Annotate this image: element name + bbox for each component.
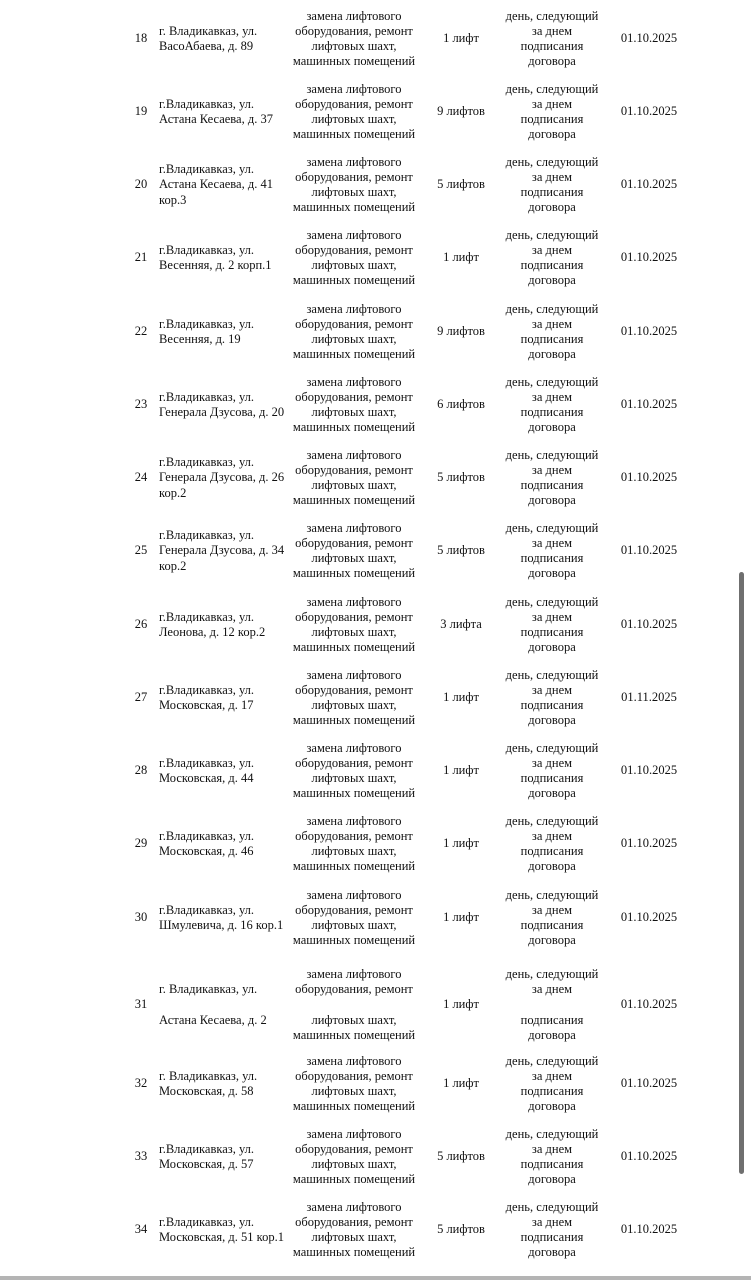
row-address: г. Владикавказ, ул. Московская, д. 58 [159, 1068, 258, 1098]
row-work-type: замена лифтового оборудования, ремонт лифтовых шахт, машинных помещений [292, 1126, 416, 1187]
row-address: г.Владикавказ, ул. Московская, д. 46 [159, 828, 255, 858]
row-work-type: замена лифтового оборудования, ремонт лифтовых шахт, машинных помещений [292, 740, 416, 801]
row-start-date: день, следующий за днем подписания договора [505, 594, 599, 655]
row-end-date: 01.10.2025 [620, 763, 678, 778]
table-row [0, 7, 740, 71]
row-quantity: 5 лифтов [437, 177, 485, 192]
row-work-type: замена лифтового оборудования, ремонт лифтовых шахт, машинных помещений [292, 887, 416, 948]
row-address: г.Владикавказ, ул. Генерала Дзусова, д. 20 [159, 389, 285, 419]
table-row [0, 959, 740, 1051]
row-work-type: замена лифтового оборудования, ремонт лифтовых шахт, машинных помещений [292, 1053, 416, 1114]
row-quantity: 1 лифт [443, 1076, 479, 1091]
row-work-type: замена лифтового оборудования, ремонт лифтовых шахт, машинных помещений [292, 520, 416, 581]
row-number: 21 [134, 250, 148, 265]
row-start-date: день, следующий за днем подписания договора [505, 8, 599, 69]
row-end-date: 01.10.2025 [620, 1149, 678, 1164]
row-end-date: 01.10.2025 [620, 836, 678, 851]
row-address: г. Владикавказ, ул. Астана Кесаева, д. 2 [159, 982, 267, 1027]
table-row [0, 886, 740, 950]
table-row [0, 739, 740, 803]
row-quantity: 5 лифтов [437, 470, 485, 485]
table-row [0, 593, 740, 657]
row-number: 28 [134, 763, 148, 778]
row-end-date: 01.10.2025 [620, 177, 678, 192]
row-start-date: день, следующий за днем подписания договора [505, 740, 599, 801]
row-number: 31 [134, 997, 148, 1012]
row-number: 33 [134, 1149, 148, 1164]
row-end-date: 01.10.2025 [620, 1076, 678, 1091]
row-quantity: 1 лифт [443, 31, 479, 46]
row-work-type: замена лифтового оборудования, ремонт лифтовых шахт, машинных помещений [292, 301, 416, 362]
table-row [0, 153, 740, 217]
row-address: г.Владикавказ, ул. Астана Кесаева, д. 41 кор.3 [159, 162, 273, 207]
row-start-date: день, следующий за днем подписания договора [505, 81, 599, 142]
row-work-type: замена лифтового оборудования, ремонт лифтовых шахт, машинных помещений [292, 81, 416, 142]
row-number: 18 [134, 31, 148, 46]
row-end-date: 01.10.2025 [620, 543, 678, 558]
row-quantity: 9 лифтов [437, 104, 485, 119]
row-address: г.Владикавказ, ул. Шмулевича, д. 16 кор.1 [159, 902, 284, 932]
row-number: 29 [134, 836, 148, 851]
row-quantity: 1 лифт [443, 690, 479, 705]
row-quantity: 6 лифтов [437, 397, 485, 412]
row-start-date: день, следующий за днем подписания договора [505, 154, 599, 215]
row-address: г.Владикавказ, ул. Генерала Дзусова, д. 26 кор.2 [159, 455, 285, 500]
row-quantity: 3 лифта [440, 617, 482, 632]
row-address: г.Владикавказ, ул. Московская, д. 57 [159, 1141, 255, 1171]
row-number: 26 [134, 617, 148, 632]
row-number: 24 [134, 470, 148, 485]
row-start-date: день, следующий за днем подписания договора [505, 667, 599, 728]
vertical-scrollbar[interactable] [739, 572, 744, 1174]
row-address: г.Владикавказ, ул. Леонова, д. 12 кор.2 [159, 609, 266, 639]
row-end-date: 01.10.2025 [620, 997, 678, 1012]
table-row [0, 373, 740, 437]
row-end-date: 01.10.2025 [620, 397, 678, 412]
table-row [0, 80, 740, 144]
table-row [0, 446, 740, 510]
row-address: г.Владикавказ, ул. Московская, д. 17 [159, 682, 255, 712]
row-number: 25 [134, 543, 148, 558]
row-start-date: день, следующий за днем подписания договора [505, 966, 599, 1042]
row-start-date: день, следующий за днем подписания договора [505, 1199, 599, 1260]
row-end-date: 01.10.2025 [620, 31, 678, 46]
row-start-date: день, следующий за днем подписания договора [505, 301, 599, 362]
row-end-date: 01.10.2025 [620, 910, 678, 925]
row-start-date: день, следующий за днем подписания договора [505, 227, 599, 288]
row-work-type: замена лифтового оборудования, ремонт лифтовых шахт, машинных помещений [292, 447, 416, 508]
row-number: 34 [134, 1222, 148, 1237]
row-quantity: 1 лифт [443, 836, 479, 851]
table-row [0, 1198, 740, 1262]
row-number: 30 [134, 910, 148, 925]
bottom-edge-divider [0, 1276, 751, 1280]
row-end-date: 01.10.2025 [620, 250, 678, 265]
row-end-date: 01.11.2025 [621, 690, 677, 705]
row-end-date: 01.10.2025 [620, 104, 678, 119]
row-number: 20 [134, 177, 148, 192]
row-quantity: 1 лифт [443, 910, 479, 925]
row-number: 23 [134, 397, 148, 412]
row-quantity: 1 лифт [443, 997, 479, 1012]
row-work-type: замена лифтового оборудования, ремонт лифтовых шахт, машинных помещений [292, 667, 416, 728]
row-number: 19 [134, 104, 148, 119]
row-start-date: день, следующий за днем подписания договора [505, 374, 599, 435]
row-work-type: замена лифтового оборудования, ремонт лифтовых шахт, машинных помещений [292, 227, 416, 288]
table-row [0, 226, 740, 290]
row-address: г.Владикавказ, ул. Генерала Дзусова, д. 34 кор.2 [159, 528, 285, 573]
row-number: 32 [134, 1076, 148, 1091]
row-start-date: день, следующий за днем подписания договора [505, 1053, 599, 1114]
row-quantity: 9 лифтов [437, 324, 485, 339]
row-work-type: замена лифтового оборудования, ремонт лифтовых шахт, машинных помещений [292, 154, 416, 215]
table-row [0, 1125, 740, 1189]
row-address: г.Владикавказ, ул. Астана Кесаева, д. 37 [159, 96, 273, 126]
table-row [0, 300, 740, 364]
row-address: г. Владикавказ, ул. ВасоАбаева, д. 89 [159, 23, 258, 53]
row-quantity: 5 лифтов [437, 1149, 485, 1164]
row-work-type: замена лифтового оборудования, ремонт лифтовых шахт, машинных помещений [292, 594, 416, 655]
table-row [0, 519, 740, 583]
row-work-type: замена лифтового оборудования, ремонт лифтовых шахт, машинных помещений [292, 374, 416, 435]
row-work-type: замена лифтового оборудования, ремонт лифтовых шахт, машинных помещений [292, 813, 416, 874]
row-end-date: 01.10.2025 [620, 1222, 678, 1237]
row-start-date: день, следующий за днем подписания договора [505, 1126, 599, 1187]
row-start-date: день, следующий за днем подписания договора [505, 447, 599, 508]
row-start-date: день, следующий за днем подписания договора [505, 520, 599, 581]
row-address: г.Владикавказ, ул. Московская, д. 51 кор.1 [159, 1214, 284, 1244]
row-end-date: 01.10.2025 [620, 324, 678, 339]
row-number: 27 [134, 690, 148, 705]
row-work-type: замена лифтового оборудования, ремонт лифтовых шахт, машинных помещений [292, 1199, 416, 1260]
row-quantity: 1 лифт [443, 250, 479, 265]
row-end-date: 01.10.2025 [620, 617, 678, 632]
table-row [0, 1052, 740, 1116]
row-address: г.Владикавказ, ул. Весенняя, д. 19 [159, 316, 255, 346]
row-address: г.Владикавказ, ул. Весенняя, д. 2 корп.1 [159, 242, 272, 272]
row-number: 22 [134, 324, 148, 339]
table-row [0, 666, 740, 730]
row-quantity: 5 лифтов [437, 1222, 485, 1237]
row-quantity: 1 лифт [443, 763, 479, 778]
row-start-date: день, следующий за днем подписания договора [505, 887, 599, 948]
table-row [0, 812, 740, 876]
row-end-date: 01.10.2025 [620, 470, 678, 485]
row-quantity: 5 лифтов [437, 543, 485, 558]
row-work-type: замена лифтового оборудования, ремонт лифтовых шахт, машинных помещений [292, 8, 416, 69]
row-work-type: замена лифтового оборудования, ремонт лифтовых шахт, машинных помещений [292, 966, 416, 1042]
row-address: г.Владикавказ, ул. Московская, д. 44 [159, 755, 255, 785]
row-start-date: день, следующий за днем подписания договора [505, 813, 599, 874]
